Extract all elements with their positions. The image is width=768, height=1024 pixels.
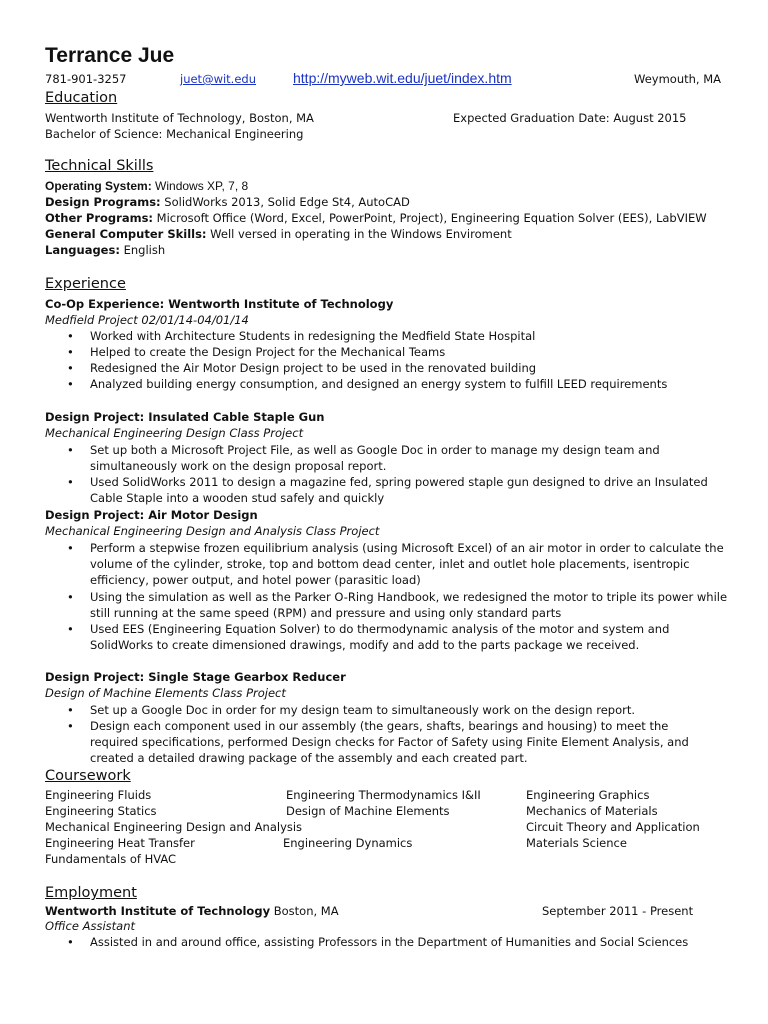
skills-other bbox=[45, 210, 707, 226]
bullet-icon: • bbox=[67, 329, 74, 343]
skills-os-value: Windows XP, 7, 8 bbox=[151, 179, 249, 193]
employer-name: Wentworth Institute of Technology bbox=[45, 904, 271, 918]
phone-number: 781-901-3257 bbox=[45, 72, 127, 86]
employment-heading: Employment bbox=[45, 885, 137, 901]
bullet-icon: • bbox=[67, 590, 74, 604]
email-link[interactable]: juet@wit.edu bbox=[180, 72, 256, 86]
skills-design-label: Design Programs: bbox=[45, 195, 161, 209]
course-item: Circuit Theory and Application bbox=[526, 820, 700, 834]
skills-os bbox=[45, 178, 248, 194]
course-item: Engineering Statics bbox=[45, 804, 157, 818]
employment-employer bbox=[45, 903, 339, 919]
resume-page: Terrance Jue 781-901-3257 juet@wit.edu http://myweb.wit.edu/juet/index.htm Weymouth, MA Education Wentworth Institute of Technology, Boston, MA Expected Graduation Date: August 2015 Bachelor of Science: Mechanical Engineering Technical Skills Operating System: Windows XP, 7, 8 Design Programs: SolidWorks 2013, Solid Edge St4, AutoCAD Other Programs: Microsoft Office (Word, Excel, PowerPoint, Project), Engineering Equation Solver (EES), LabVIEW General Computer Skills: Well versed in operating in the Windows Enviroment Languages: English Experience Co-Op Experience: Wentworth Institute of Technology Medfield Project 02/01/14-04/01/14 • Worked with Architecture Students in redesigning the Medfield State Hospital • Helped to create the Design Project for the Mechanical Teams • Redesigned the Air Motor Design project to be used in the renovated building • Analyzed building energy consumption, and designed an energy system to fulfill LEED requirements Design Project: Insulated Cable Staple Gun Mechanical Engineering Design Class Project • Set up both a Microsoft Project File, as well as Google Doc in order to manage my design team and simultaneously work on the design proposal report. • Used SolidWorks 2011 to design a magazine fed, spring powered staple gun designed to drive an Insulated Cable Staple into a wooden stud safely and quickly Design Project: Air Motor Design Mechanical Engineering Design and Analysis Class Project • Perform a stepwise frozen equilibrium analysis (using Microsoft Excel) of an air motor in order to calculate the volume of the cylinder, stroke, top and bottom dead center, inlet and outlet hole placements, isentropic efficiency, power output, and hotel power (parasitic load) • Using the simulation as well as the Parker O-Ring Handbook, we redesigned the motor to triple its power while still running at the same speed (RPM) and pressure and using only standard parts • Used EES (Engineering Equation Solver) to do thermodynamic analysis of the motor and system and SolidWorks to create dimensioned drawings, modify and add to the parts package we received. Design Project: Single Stage Gearbox Reducer Design of Machine Elements Class Project • Set up a Google Doc in order for my design team to simultaneously work on the design report. • Design each component used in our assembly (the gears, shafts, bearings and housing) to meet the required specifications, performed Design checks for Factor of Safety using Finite Element Analysis, and created a detailed drawing package of the assembly and each created part. Coursework Engineering Fluids Engineering Thermodynamics I&II Engineering Graphics Engineering Statics Design of Machine Elements Mechanics of Materials Mechanical Engineering Design and Analysis Circuit Theory and Application Engineering Heat Transfer Engineering Dynamics Materials Science Fundamentals of HVAC Employment Wentworth Institute of Technology Boston, MA September 2011 - Present Office Assistant • Assisted in and around office, assisting Professors in the Department of Humanities and Social Sciences bbox=[45, 44, 728, 949]
bullet-icon: • bbox=[67, 719, 74, 733]
location: Weymouth, MA bbox=[634, 72, 722, 86]
coop-subtitle: Medfield Project 02/01/14-04/01/14 bbox=[45, 313, 249, 327]
skills-general-label: General Computer Skills: bbox=[45, 227, 207, 241]
education-graduation: Expected Graduation Date: August 2015 bbox=[453, 111, 687, 125]
skills-os-label: Operating System: bbox=[45, 179, 152, 193]
bullet-icon: • bbox=[67, 622, 74, 636]
skills-general bbox=[45, 226, 512, 242]
course-item: Engineering Dynamics bbox=[283, 836, 413, 850]
course-item: Design of Machine Elements bbox=[286, 804, 450, 818]
bullet-icon: • bbox=[67, 475, 74, 489]
website-link[interactable]: http://myweb.wit.edu/juet/index.htm bbox=[293, 70, 512, 86]
skills-languages bbox=[45, 242, 165, 258]
employment-dates: September 2011 - Present bbox=[542, 904, 694, 918]
project2-subtitle: Mechanical Engineering Design and Analysis Class Project bbox=[45, 524, 380, 538]
project3-subtitle: Design of Machine Elements Class Project bbox=[45, 686, 286, 700]
course-item: Materials Science bbox=[526, 836, 627, 850]
coursework-heading: Coursework bbox=[45, 768, 131, 784]
bullet-icon: • bbox=[67, 703, 74, 717]
education-heading: Education bbox=[45, 90, 118, 106]
bullet-icon: • bbox=[67, 377, 74, 391]
project3-title: Design Project: Single Stage Gearbox Reducer bbox=[45, 670, 346, 684]
course-item: Mechanical Engineering Design and Analysis bbox=[45, 820, 303, 834]
candidate-name: Terrance Jue bbox=[45, 44, 175, 67]
project1-subtitle: Mechanical Engineering Design Class Project bbox=[45, 426, 304, 440]
skills-general-value: Well versed in operating in the Windows Enviroment bbox=[206, 227, 512, 241]
course-item: Fundamentals of HVAC bbox=[45, 852, 177, 866]
experience-heading: Experience bbox=[45, 276, 126, 292]
project2-title: Design Project: Air Motor Design bbox=[45, 508, 258, 522]
course-item: Engineering Fluids bbox=[45, 788, 152, 802]
skills-heading: Technical Skills bbox=[45, 158, 154, 174]
skills-lang-value: English bbox=[119, 243, 166, 257]
bullet-icon: • bbox=[67, 443, 74, 457]
skills-design-value: SolidWorks 2013, Solid Edge St4, AutoCAD bbox=[160, 195, 410, 209]
coop-title: Co-Op Experience: Wentworth Institute of Technology bbox=[45, 297, 394, 311]
bullet-icon: • bbox=[67, 361, 74, 375]
education-degree: Bachelor of Science: Mechanical Engineering bbox=[45, 127, 304, 141]
bullet-icon: • bbox=[67, 541, 74, 555]
course-item: Engineering Thermodynamics I&II bbox=[286, 788, 481, 802]
course-item: Engineering Heat Transfer bbox=[45, 836, 195, 850]
project1-title: Design Project: Insulated Cable Staple Gun bbox=[45, 410, 325, 424]
bullet-icon: • bbox=[67, 345, 74, 359]
employer-location: Boston, MA bbox=[270, 904, 339, 918]
employment-role: Office Assistant bbox=[45, 919, 135, 933]
course-item: Engineering Graphics bbox=[526, 788, 650, 802]
skills-design bbox=[45, 194, 410, 210]
course-item: Mechanics of Materials bbox=[526, 804, 658, 818]
education-school: Wentworth Institute of Technology, Boston, MA bbox=[45, 111, 314, 125]
skills-lang-label: Languages: bbox=[45, 243, 120, 257]
skills-other-value: Microsoft Office (Word, Excel, PowerPoint, Project), Engineering Equation Solver (EES), LabVIEW bbox=[153, 211, 707, 225]
skills-other-label: Other Programs: bbox=[45, 211, 154, 225]
bullet-icon: • bbox=[67, 935, 74, 949]
